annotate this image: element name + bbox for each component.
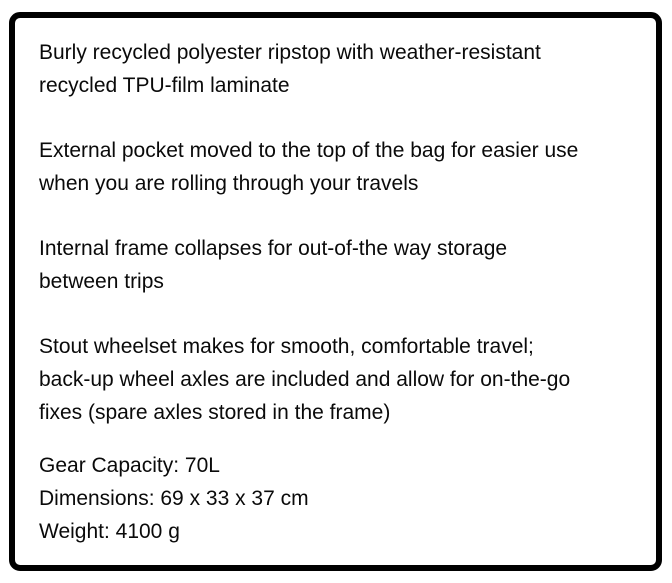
feature-paragraph-fabric xyxy=(39,36,632,102)
feature-line: Stout wheelset makes for smooth, comfortable travel; xyxy=(39,335,534,358)
product-description-card xyxy=(9,12,662,571)
feature-line: recycled TPU-film laminate xyxy=(39,74,290,97)
feature-line: fixes (spare axles stored in the frame) xyxy=(39,401,391,424)
feature-line: Internal frame collapses for out-of-the way storage xyxy=(39,237,508,260)
feature-line: Burly recycled polyester ripstop with weather-resistant xyxy=(39,41,541,64)
feature-line: back-up wheel axles are included and allow for on-the-go xyxy=(39,368,571,391)
feature-paragraph-pocket xyxy=(39,134,632,200)
spec-weight: Weight: 4100 g xyxy=(39,520,180,543)
feature-paragraph-frame xyxy=(39,232,632,298)
spec-list xyxy=(39,449,632,548)
feature-line: External pocket moved to the top of the bag for easier use xyxy=(39,139,579,162)
feature-line: when you are rolling through your travels xyxy=(39,172,419,195)
spec-dimensions: Dimensions: 69 x 33 x 37 cm xyxy=(39,487,309,510)
spec-gear-capacity: Gear Capacity: 70L xyxy=(39,454,220,477)
feature-paragraph-wheelset xyxy=(39,330,632,429)
feature-line: between trips xyxy=(39,270,164,293)
